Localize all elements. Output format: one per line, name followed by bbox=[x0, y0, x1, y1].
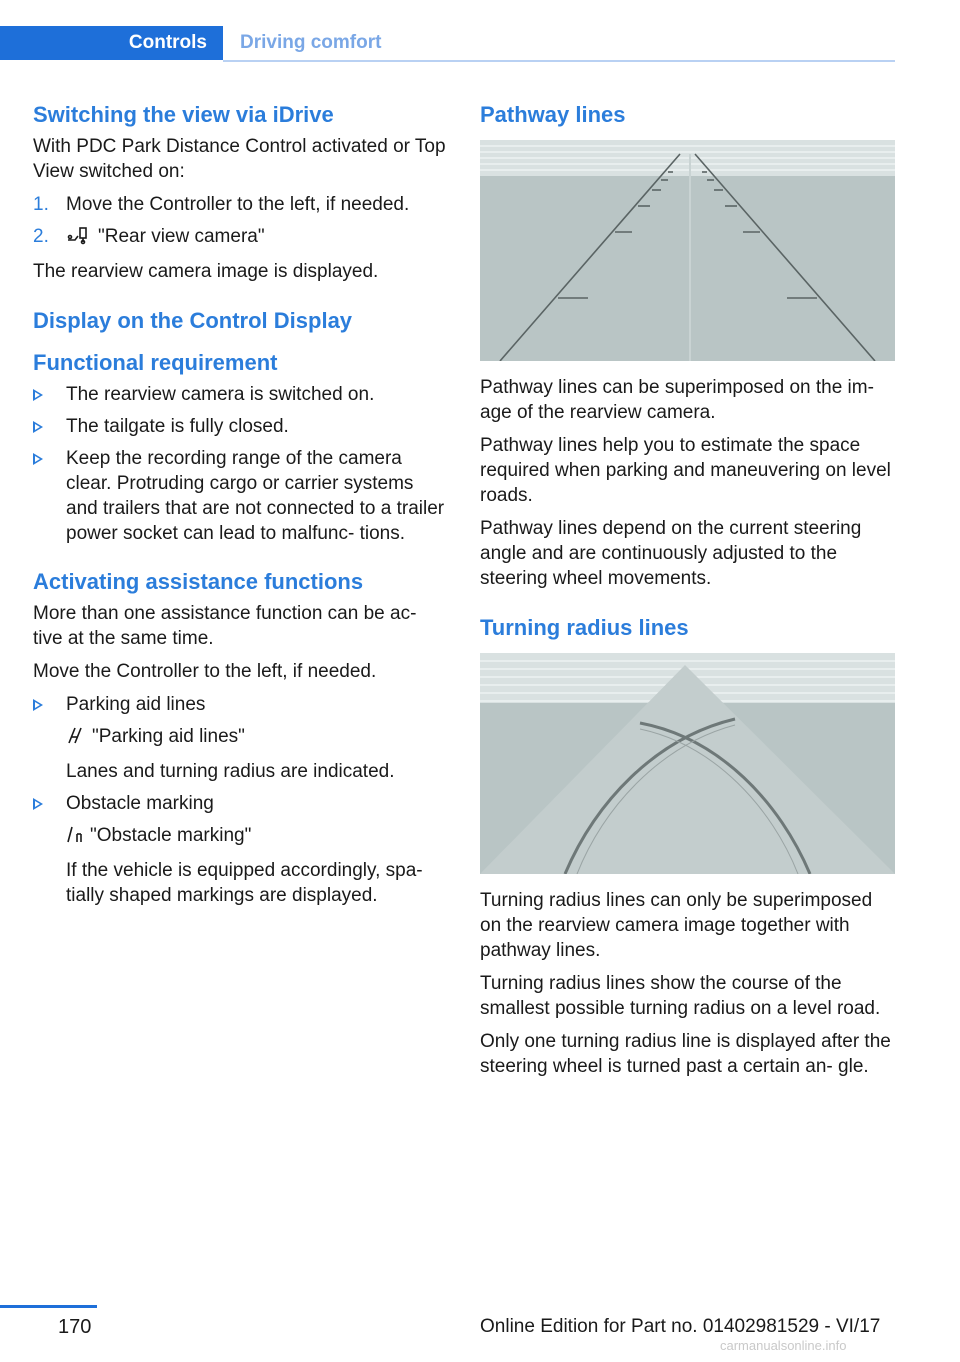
para-turning-2: Turning radius lines show the course of the smallest possible turning radius on a level road. bbox=[480, 973, 881, 1019]
para-pathway-3: Pathway lines depend on the current steering angle and are continuously adjusted to the steering wheel movements. bbox=[480, 518, 862, 589]
obstacle-marking-icon bbox=[66, 824, 84, 851]
left-column bbox=[33, 100, 448, 915]
list-item: Obstacle marking "Obstacle marking" If the vehicle is equipped accordingly, spa‐ tially shaped markings are displayed. bbox=[33, 791, 448, 908]
bullet-triangle-icon bbox=[33, 421, 43, 433]
para-switch-intro: With PDC Park Distance Control activated or Top View switched on: bbox=[33, 136, 446, 182]
watermark: carmanualsonline.info bbox=[720, 1338, 847, 1353]
menu-option: "Parking aid lines" bbox=[66, 724, 448, 752]
para-assist-1: More than one assistance function can be ac‐ tive at the same time. bbox=[33, 603, 417, 649]
para-turning-1: Turning radius lines can only be superimposed on the rearview camera image together with pathway lines. bbox=[480, 890, 873, 961]
right-column bbox=[480, 100, 895, 1087]
para-assist-2: Move the Controller to the left, if needed. bbox=[33, 661, 377, 682]
bullet-triangle-icon bbox=[33, 699, 43, 711]
menu-option: "Obstacle marking" bbox=[66, 823, 448, 851]
list-item: Parking aid lines "Parking aid lines" Lanes and turning radius are indicated. bbox=[33, 692, 448, 784]
pathway-lines-figure bbox=[480, 140, 895, 361]
step-number: 2. bbox=[33, 226, 49, 247]
heading-switching-view: Switching the view via iDrive bbox=[33, 102, 334, 127]
step-2: 2. "Rear view camera" bbox=[33, 224, 448, 252]
edition-info: Online Edition for Part no. 01402981529 - VI/17 bbox=[480, 1316, 881, 1337]
switch-steps bbox=[33, 192, 448, 252]
step-number: 1. bbox=[33, 194, 49, 215]
step-1: 1. Move the Controller to the left, if needed. bbox=[33, 194, 410, 215]
list-item: The rearview camera is switched on. bbox=[33, 382, 448, 407]
heading-assistance-functions: Activating assistance functions bbox=[33, 569, 364, 594]
parking-aid-lines-icon bbox=[66, 725, 86, 752]
functional-requirements-list bbox=[33, 382, 448, 546]
heading-turning-radius-lines: Turning radius lines bbox=[480, 615, 689, 640]
assistance-functions-list bbox=[33, 692, 448, 908]
para-image-displayed: The rearview camera image is displayed. bbox=[33, 261, 379, 282]
bullet-triangle-icon bbox=[33, 798, 43, 810]
list-item: The tailgate is fully closed. bbox=[33, 414, 448, 439]
heading-pathway-lines: Pathway lines bbox=[480, 102, 626, 127]
bullet-triangle-icon bbox=[33, 389, 43, 401]
tab-divider bbox=[223, 60, 895, 62]
header-tabs bbox=[0, 26, 895, 62]
footer-rule bbox=[0, 1305, 97, 1308]
tab-controls[interactable]: Controls bbox=[0, 26, 223, 60]
bullet-triangle-icon bbox=[33, 453, 43, 465]
para-pathway-2: Pathway lines help you to estimate the space required when parking and maneuvering on level roads. bbox=[480, 435, 891, 506]
list-item: Keep the recording range of the camera clear. Protruding cargo or carrier systems and trailers that are not connected to a trailer power socket can lead to malfunc‐ tions. bbox=[33, 446, 448, 546]
turning-radius-figure bbox=[480, 653, 895, 874]
para-turning-3: Only one turning radius line is displayed after the steering wheel is turned past a certain an‐ gle. bbox=[480, 1031, 891, 1077]
page-number: 170 bbox=[58, 1316, 92, 1338]
para-pathway-1: Pathway lines can be superimposed on the im‐ age of the rearview camera. bbox=[480, 377, 874, 423]
tab-driving-comfort[interactable]: Driving comfort bbox=[240, 32, 382, 53]
rear-camera-icon bbox=[66, 225, 92, 252]
heading-functional-requirement: Functional requirement bbox=[33, 350, 278, 375]
heading-control-display: Display on the Control Display bbox=[33, 308, 353, 333]
